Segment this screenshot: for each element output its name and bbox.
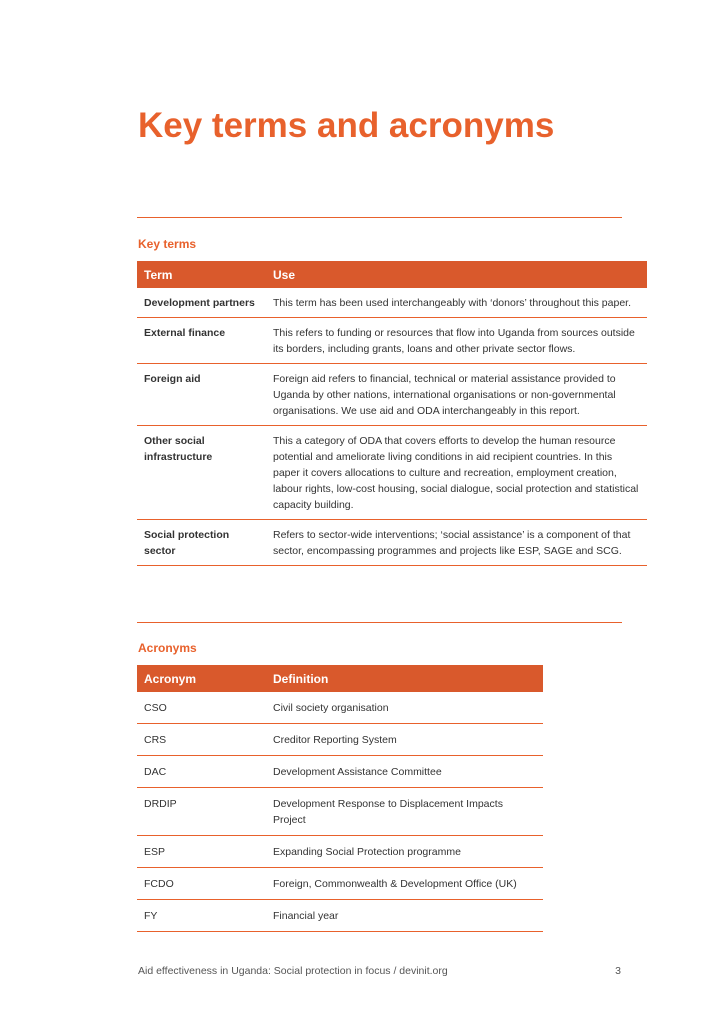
definition-cell: Civil society organisation [266,692,543,724]
definition-cell: Expanding Social Protection programme [266,836,543,868]
definition-cell: Development Assistance Committee [266,756,543,788]
column-header-definition: Definition [266,665,543,692]
acronym-cell: DAC [137,756,266,788]
acronym-cell: FCDO [137,868,266,900]
term-cell: Social protection sector [137,520,266,566]
use-cell: Foreign aid refers to financial, technical or material assistance provided to Uganda by other nations, international organisations or non-governmental organisations. We use aid and ODA interchangeably in this report. [266,364,647,426]
use-cell: This refers to funding or resources that flow into Uganda from sources outside its borders, including grants, loans and other private sector flows. [266,318,647,364]
acronyms-header-row [137,665,543,692]
definition-cell: Foreign, Commonwealth & Development Office (UK) [266,868,543,900]
page-title: Key terms and acronyms [138,106,555,145]
term-cell: Other social infrastructure [137,426,266,520]
term-cell: Development partners [137,288,266,318]
section-divider [137,622,622,623]
footer-text: Aid effectiveness in Uganda: Social protection in focus / devinit.org [138,965,448,977]
acronym-cell: ESP [137,836,266,868]
use-cell: This term has been used interchangeably with ‘donors’ throughout this paper. [266,288,647,318]
table-row [137,788,543,836]
table-row [137,836,543,868]
table-row [137,868,543,900]
table-row [137,520,647,566]
table-row [137,364,647,426]
table-row [137,288,647,318]
definition-cell: Development Response to Displacement Impacts Project [266,788,543,836]
table-row [137,900,543,932]
acronyms-table [137,665,543,932]
table-row [137,724,543,756]
definition-cell: Creditor Reporting System [266,724,543,756]
key-terms-heading: Key terms [138,237,197,251]
column-header-acronym: Acronym [137,665,266,692]
key-terms-header-row [137,261,647,288]
column-header-use: Use [266,261,647,288]
use-cell: Refers to sector-wide interventions; ‘social assistance’ is a component of that sector, encompassing programmes and projects like ESP, SAGE and SCG. [266,520,647,566]
acronym-cell: DRDIP [137,788,266,836]
acronyms-heading: Acronyms [138,641,197,655]
acronym-cell: FY [137,900,266,932]
acronym-cell: CSO [137,692,266,724]
use-cell: This a category of ODA that covers efforts to develop the human resource potential and ameliorate living conditions in aid recipient countries. In this paper it covers allocations to culture and recreation, employment creation, labour rights, low-cost housing, social dialogue, social protection and statistical capacity building. [266,426,647,520]
key-terms-table [137,261,647,566]
term-cell: External finance [137,318,266,364]
section-divider [137,217,622,218]
table-row [137,318,647,364]
term-cell: Foreign aid [137,364,266,426]
definition-cell: Financial year [266,900,543,932]
table-row [137,692,543,724]
page-number: 3 [615,965,621,977]
acronym-cell: CRS [137,724,266,756]
column-header-term: Term [137,261,266,288]
table-row [137,426,647,520]
table-row [137,756,543,788]
